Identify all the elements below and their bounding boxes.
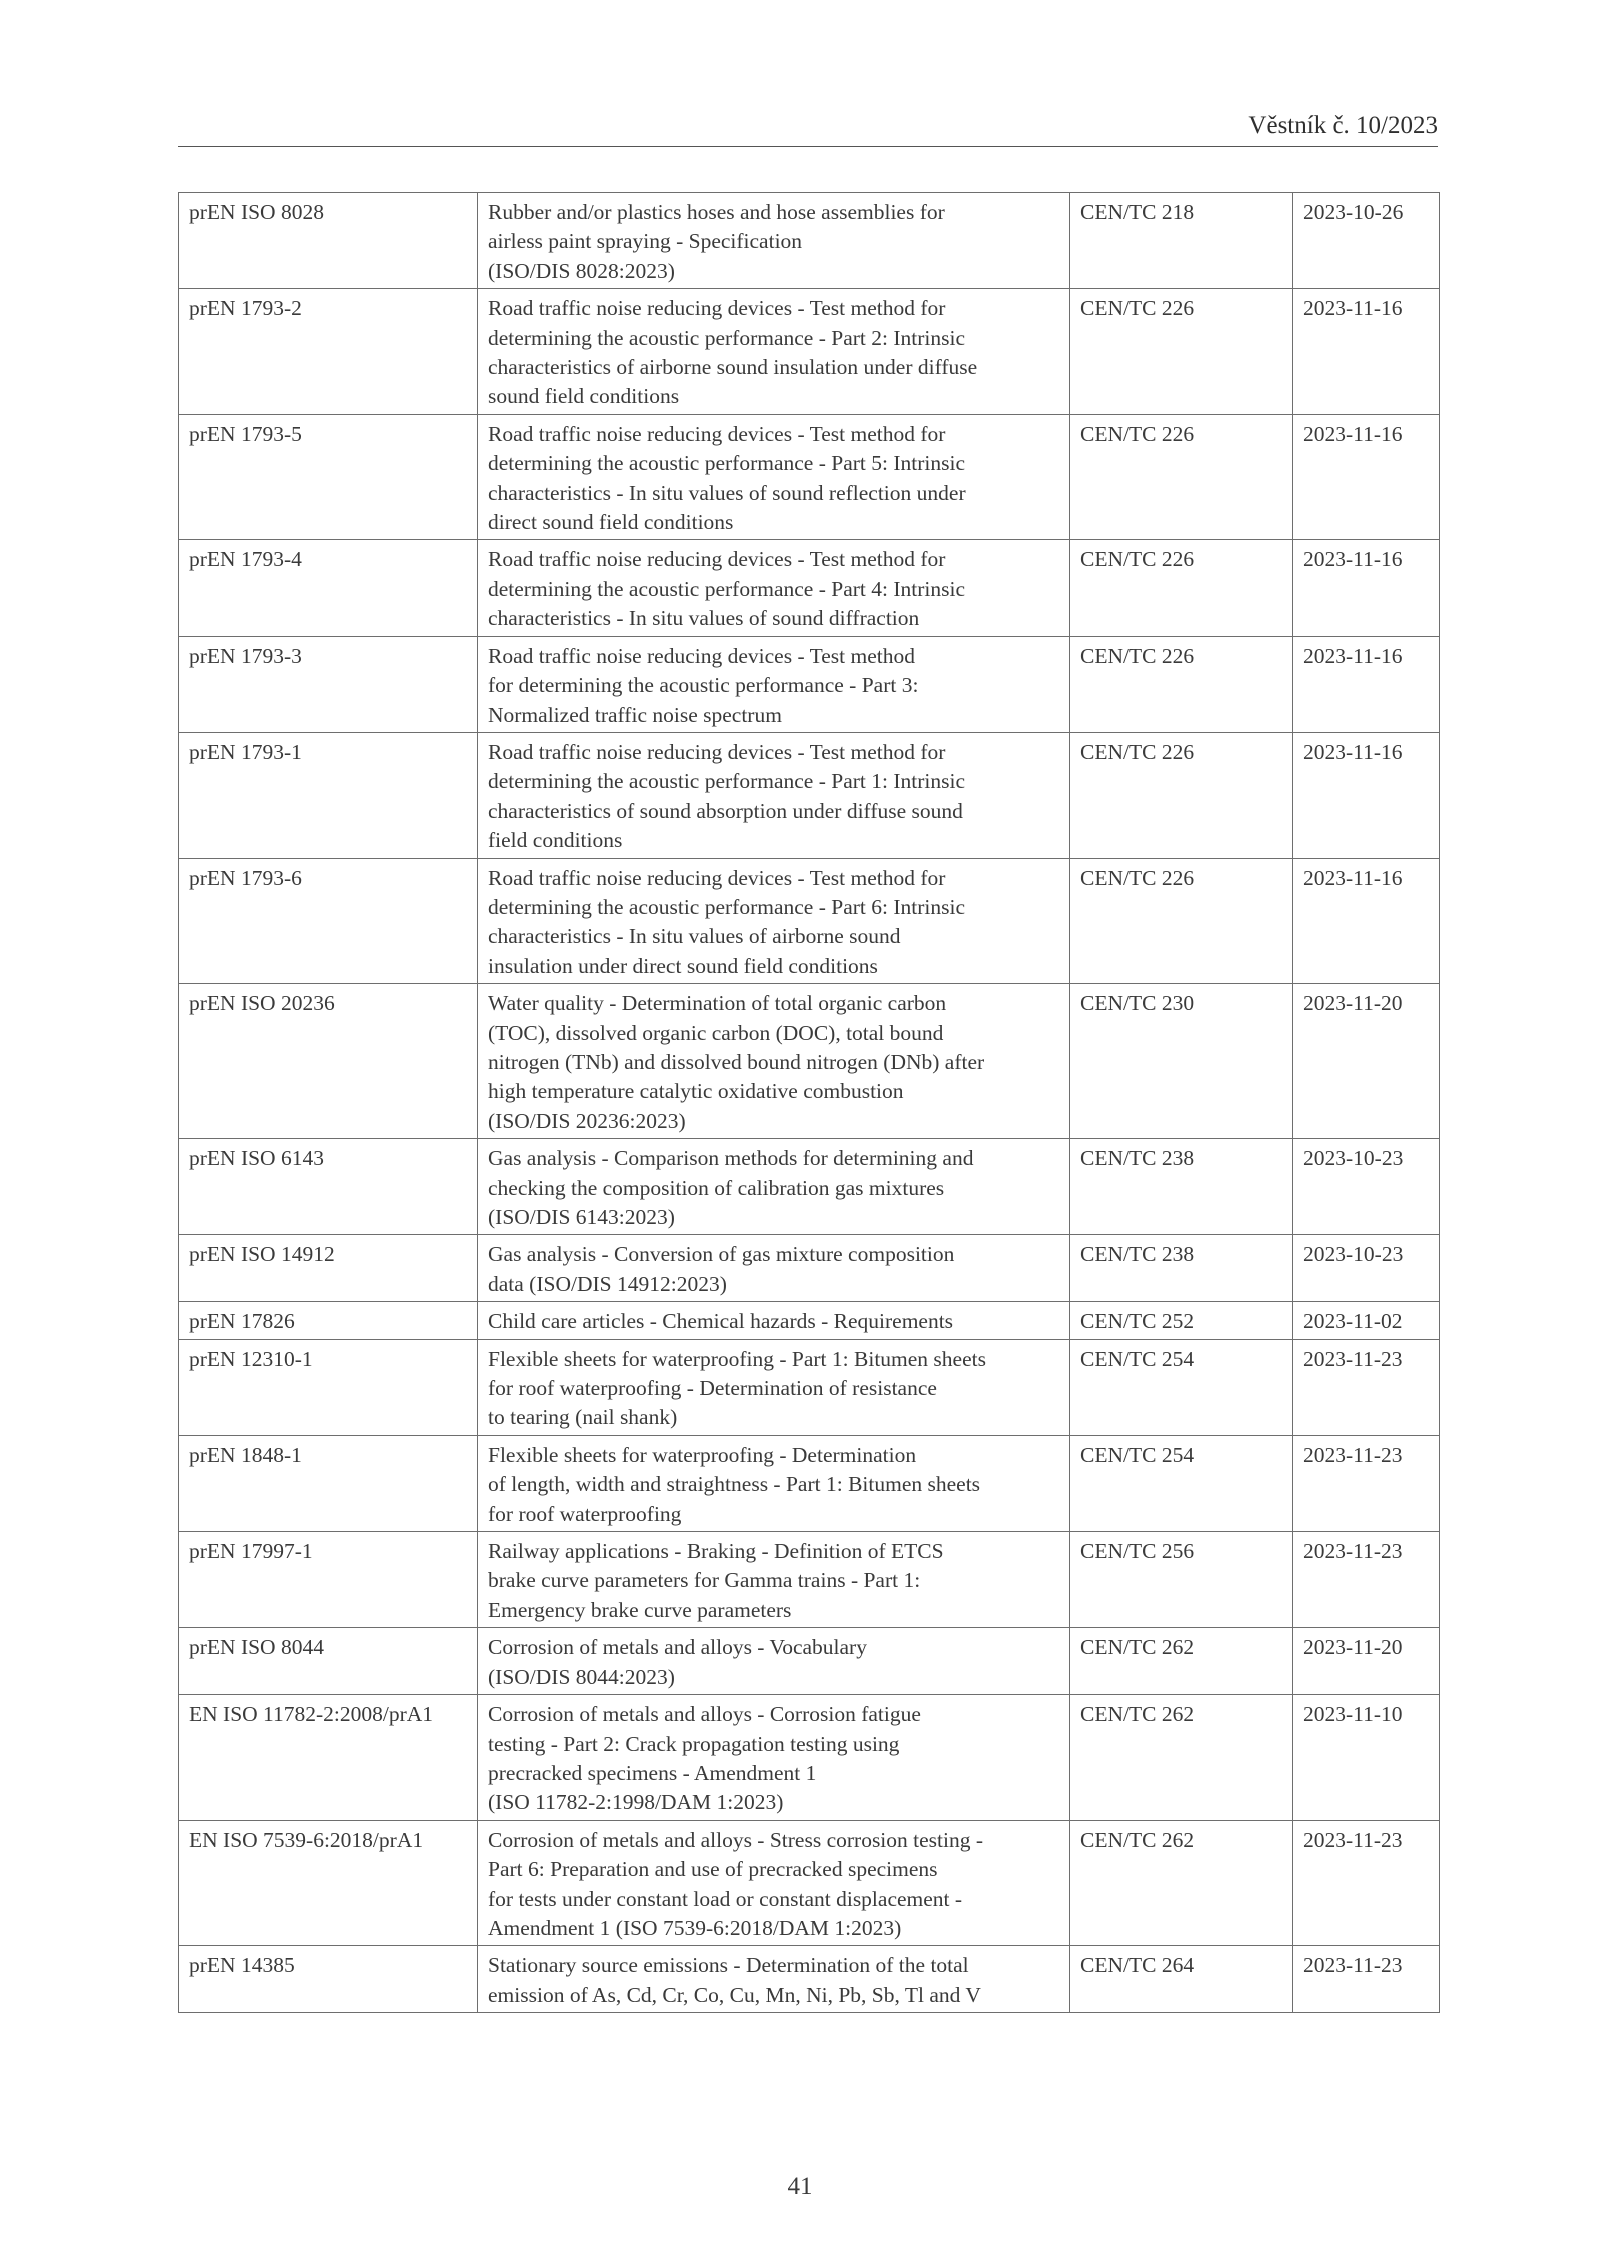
standard-title-line: determining the acoustic performance - Part 1: Intrinsic [488, 769, 966, 794]
standard-title-line: brake curve parameters for Gamma trains - Part 1: [488, 1568, 921, 1593]
technical-committee-cell: CEN/TC 226 [1070, 540, 1293, 636]
standard-title-line: for determining the acoustic performance - Part 3: [488, 673, 919, 698]
standard-title-line: (TOC), dissolved organic carbon (DOC), total bound [488, 1020, 944, 1045]
technical-committee-cell: CEN/TC 226 [1070, 858, 1293, 984]
standard-title-line: characteristics of sound absorption under diffuse sound [488, 798, 963, 823]
technical-committee-cell: CEN/TC 252 [1070, 1302, 1293, 1339]
table-row [179, 1628, 1440, 1695]
standard-code-cell: prEN ISO 6143 [179, 1139, 478, 1235]
deadline-date-cell: 2023-11-16 [1293, 858, 1440, 984]
standard-title-line: for tests under constant load or constant displacement - [488, 1886, 963, 1911]
table-row [179, 1235, 1440, 1302]
standard-title-line: Water quality - Determination of total organic carbon [488, 991, 947, 1016]
standard-title-line: checking the composition of calibration gas mixtures [488, 1175, 945, 1200]
table-row [179, 1139, 1440, 1235]
standard-title-line: testing - Part 2: Crack propagation testing using [488, 1731, 900, 1756]
standard-code-cell: prEN 1793-1 [179, 732, 478, 858]
table-row [179, 1946, 1440, 2013]
standard-code-cell: EN ISO 7539-6:2018/prA1 [179, 1820, 478, 1946]
standard-title-line: characteristics - In situ values of sound reflection under [488, 480, 966, 505]
standard-code-cell: prEN 1793-6 [179, 858, 478, 984]
standard-title-cell [478, 1435, 1070, 1531]
standard-code-cell: prEN ISO 8028 [179, 193, 478, 289]
standard-title-line: Road traffic noise reducing devices - Test method for [488, 739, 946, 764]
standard-title-line: Road traffic noise reducing devices - Test method [488, 643, 915, 668]
standard-title-line: insulation under direct sound field conditions [488, 953, 878, 978]
standard-title-line: Flexible sheets for waterproofing - Part 1: Bitumen sheets [488, 1346, 986, 1371]
deadline-date-cell: 2023-11-16 [1293, 414, 1440, 540]
standard-code-cell: prEN 1848-1 [179, 1435, 478, 1531]
standard-title-line: data (ISO/DIS 14912:2023) [488, 1271, 727, 1296]
technical-committee-cell: CEN/TC 238 [1070, 1235, 1293, 1302]
standard-title-line: Child care articles - Chemical hazards - Requirements [488, 1309, 954, 1334]
deadline-date-cell: 2023-11-16 [1293, 636, 1440, 732]
standard-title-line: Corrosion of metals and alloys - Stress corrosion testing - [488, 1827, 984, 1852]
technical-committee-cell: CEN/TC 256 [1070, 1532, 1293, 1628]
table-row [179, 540, 1440, 636]
table-row [179, 1435, 1440, 1531]
standard-title-cell [478, 636, 1070, 732]
deadline-date-cell: 2023-11-23 [1293, 1532, 1440, 1628]
standard-title-line: Gas analysis - Conversion of gas mixture composition [488, 1242, 955, 1267]
standard-title-line: high temperature catalytic oxidative combustion [488, 1079, 904, 1104]
standard-code-cell: prEN 1793-2 [179, 289, 478, 415]
table-row [179, 193, 1440, 289]
standard-title-line: Part 6: Preparation and use of precracked specimens [488, 1857, 938, 1882]
standard-title-line: Emergency brake curve parameters [488, 1597, 792, 1622]
standard-code-cell: prEN ISO 20236 [179, 984, 478, 1139]
deadline-date-cell: 2023-11-23 [1293, 1435, 1440, 1531]
standard-title-line: (ISO 11782-2:1998/DAM 1:2023) [488, 1790, 784, 1815]
standard-code-cell: prEN ISO 14912 [179, 1235, 478, 1302]
deadline-date-cell: 2023-11-02 [1293, 1302, 1440, 1339]
technical-committee-cell: CEN/TC 226 [1070, 732, 1293, 858]
standard-title-line: Stationary source emissions - Determination of the total [488, 1953, 969, 1978]
standard-title-line: Corrosion of metals and alloys - Corrosion fatigue [488, 1702, 921, 1727]
table-row [179, 1820, 1440, 1946]
standard-code-cell: prEN 17826 [179, 1302, 478, 1339]
standard-title-line: precracked specimens - Amendment 1 [488, 1760, 817, 1785]
technical-committee-cell: CEN/TC 226 [1070, 414, 1293, 540]
page-number: 41 [787, 2173, 813, 2200]
standard-title-line: (ISO/DIS 6143:2023) [488, 1205, 675, 1229]
standard-title-line: determining the acoustic performance - Part 2: Intrinsic [488, 325, 966, 350]
standard-code-cell: prEN 1793-5 [179, 414, 478, 540]
standard-title-line: Flexible sheets for waterproofing - Determination [488, 1442, 917, 1467]
standard-title-line: Road traffic noise reducing devices - Test method for [488, 865, 946, 890]
standard-title-line: direct sound field conditions [488, 510, 734, 535]
standard-title-line: Gas analysis - Comparison methods for determining and [488, 1146, 974, 1171]
technical-committee-cell: CEN/TC 264 [1070, 1946, 1293, 2013]
technical-committee-cell: CEN/TC 230 [1070, 984, 1293, 1139]
technical-committee-cell: CEN/TC 226 [1070, 289, 1293, 415]
standard-title-cell [478, 1235, 1070, 1302]
technical-committee-cell: CEN/TC 262 [1070, 1628, 1293, 1695]
journal-issue-title: Věstník č. 10/2023 [1248, 112, 1438, 139]
standard-title-cell [478, 1695, 1070, 1821]
table-row [179, 1302, 1440, 1339]
standard-title-line: (ISO/DIS 8028:2023) [488, 258, 675, 283]
standard-code-cell: EN ISO 11782-2:2008/prA1 [179, 1695, 478, 1821]
standard-code-cell: prEN 1793-4 [179, 540, 478, 636]
standard-title-line: sound field conditions [488, 384, 680, 409]
standard-title-line: Railway applications - Braking - Definition of ETCS [488, 1539, 944, 1564]
standard-title-cell [478, 1532, 1070, 1628]
standard-code-cell: prEN 12310-1 [179, 1339, 478, 1435]
deadline-date-cell: 2023-11-20 [1293, 1628, 1440, 1695]
standard-title-line: emission of As, Cd, Cr, Co, Cu, Mn, Ni, Pb, Sb, Tl and V [488, 1982, 981, 2007]
standard-title-cell [478, 289, 1070, 415]
standard-title-line: Rubber and/or plastics hoses and hose assemblies for [488, 200, 945, 224]
standard-code-cell: prEN ISO 8044 [179, 1628, 478, 1695]
standard-title-line: Road traffic noise reducing devices - Test method for [488, 421, 946, 446]
standard-title-line: determining the acoustic performance - Part 4: Intrinsic [488, 576, 966, 601]
table-row [179, 1695, 1440, 1821]
standards-table [178, 192, 1440, 2013]
standard-title-line: (ISO/DIS 8044:2023) [488, 1664, 675, 1689]
standard-title-cell [478, 1302, 1070, 1339]
table-row [179, 858, 1440, 984]
standard-title-line: (ISO/DIS 20236:2023) [488, 1108, 686, 1133]
standard-title-line: to tearing (nail shank) [488, 1405, 678, 1430]
standard-title-line: airless paint spraying - Specification [488, 229, 803, 254]
standards-table-body [179, 193, 1440, 2013]
standard-title-line: characteristics - In situ values of sound diffraction [488, 606, 920, 631]
table-row [179, 1339, 1440, 1435]
standard-title-line: characteristics of airborne sound insulation under diffuse [488, 355, 978, 380]
deadline-date-cell: 2023-10-23 [1293, 1235, 1440, 1302]
standard-code-cell: prEN 1793-3 [179, 636, 478, 732]
standard-title-line: of length, width and straightness - Part 1: Bitumen sheets [488, 1472, 981, 1497]
deadline-date-cell: 2023-11-16 [1293, 289, 1440, 415]
deadline-date-cell: 2023-11-23 [1293, 1339, 1440, 1435]
standard-title-line: determining the acoustic performance - Part 5: Intrinsic [488, 451, 966, 476]
standard-title-line: Corrosion of metals and alloys - Vocabulary [488, 1635, 867, 1660]
standard-title-cell [478, 414, 1070, 540]
standard-title-line: for roof waterproofing [488, 1501, 682, 1526]
deadline-date-cell: 2023-11-23 [1293, 1820, 1440, 1946]
table-row [179, 1532, 1440, 1628]
standard-title-cell [478, 732, 1070, 858]
page-header [178, 110, 1438, 147]
standard-title-line: characteristics - In situ values of airborne sound [488, 924, 901, 949]
standard-title-cell [478, 984, 1070, 1139]
standard-title-cell [478, 193, 1070, 289]
deadline-date-cell: 2023-10-23 [1293, 1139, 1440, 1235]
standard-title-cell [478, 1339, 1070, 1435]
standard-title-cell [478, 1946, 1070, 2013]
table-row [179, 636, 1440, 732]
deadline-date-cell: 2023-11-16 [1293, 732, 1440, 858]
technical-committee-cell: CEN/TC 262 [1070, 1820, 1293, 1946]
deadline-date-cell: 2023-11-20 [1293, 984, 1440, 1139]
technical-committee-cell: CEN/TC 262 [1070, 1695, 1293, 1821]
standard-title-cell [478, 1820, 1070, 1946]
standard-code-cell: prEN 14385 [179, 1946, 478, 2013]
table-row [179, 414, 1440, 540]
standard-title-line: Road traffic noise reducing devices - Test method for [488, 547, 946, 572]
standard-title-line: field conditions [488, 828, 623, 853]
standard-title-cell [478, 858, 1070, 984]
standard-title-cell [478, 1628, 1070, 1695]
deadline-date-cell: 2023-10-26 [1293, 193, 1440, 289]
technical-committee-cell: CEN/TC 226 [1070, 636, 1293, 732]
technical-committee-cell: CEN/TC 238 [1070, 1139, 1293, 1235]
standard-title-line: Amendment 1 (ISO 7539-6:2018/DAM 1:2023) [488, 1915, 902, 1940]
standard-title-line: nitrogen (TNb) and dissolved bound nitrogen (DNb) after [488, 1049, 985, 1074]
table-row [179, 984, 1440, 1139]
standard-title-cell [478, 540, 1070, 636]
table-row [179, 289, 1440, 415]
standard-title-line: Road traffic noise reducing devices - Test method for [488, 296, 946, 321]
technical-committee-cell: CEN/TC 254 [1070, 1435, 1293, 1531]
deadline-date-cell: 2023-11-10 [1293, 1695, 1440, 1821]
standard-code-cell: prEN 17997-1 [179, 1532, 478, 1628]
technical-committee-cell: CEN/TC 218 [1070, 193, 1293, 289]
standard-title-cell [478, 1139, 1070, 1235]
standard-title-line: for roof waterproofing - Determination of resistance [488, 1376, 937, 1401]
standard-title-line: Normalized traffic noise spectrum [488, 702, 782, 727]
table-row [179, 732, 1440, 858]
standard-title-line: determining the acoustic performance - Part 6: Intrinsic [488, 894, 966, 919]
deadline-date-cell: 2023-11-23 [1293, 1946, 1440, 2013]
deadline-date-cell: 2023-11-16 [1293, 540, 1440, 636]
technical-committee-cell: CEN/TC 254 [1070, 1339, 1293, 1435]
